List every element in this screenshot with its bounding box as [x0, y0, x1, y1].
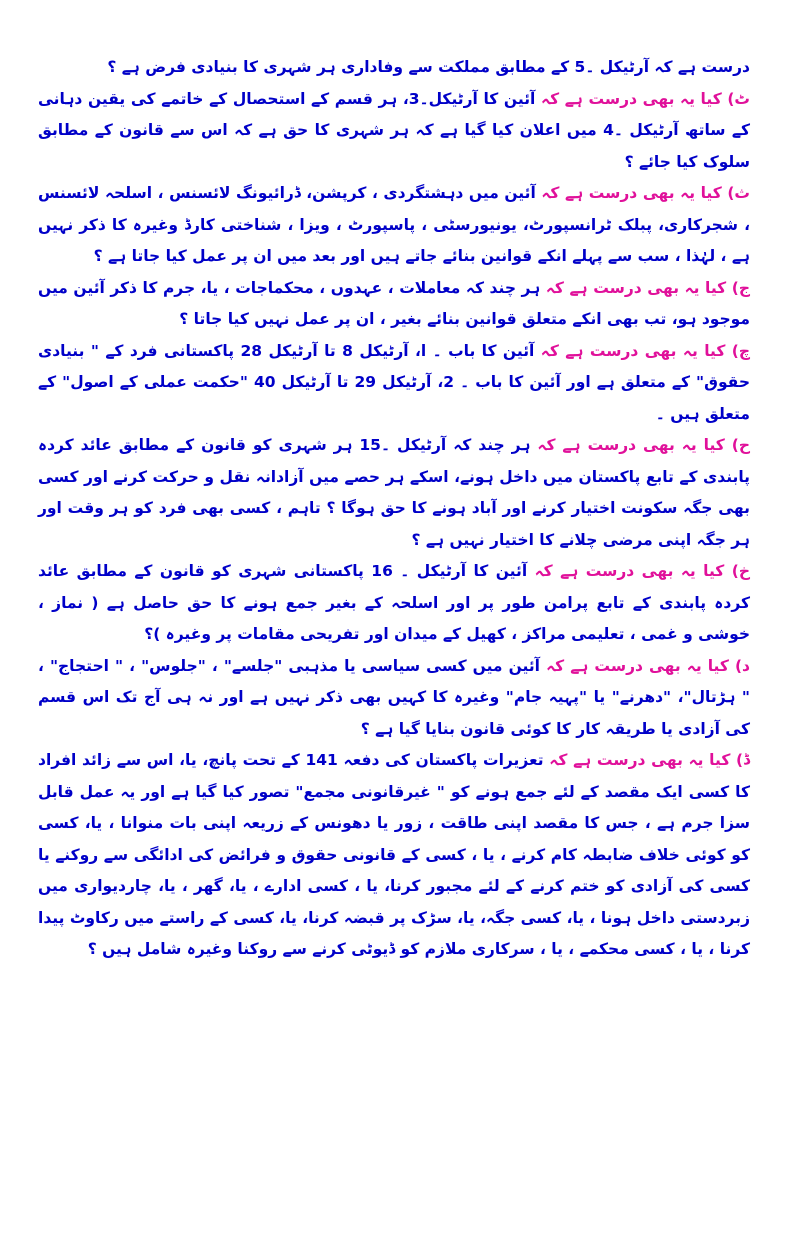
question-marker: ٹ) کیا یہ بھی درست ہے کہ	[540, 89, 750, 108]
paragraph-question-te	[38, 84, 750, 179]
question-marker: چ) کیا یہ بھی درست ہے کہ	[540, 341, 751, 360]
question-marker: خ) کیا یہ بھی درست ہے کہ	[534, 562, 750, 580]
question-marker: ڈ) کیا یہ بھی درست ہے کہ	[549, 751, 751, 769]
paragraph-text: آئین کا باب ۔ ا، آرٹیکل 8 تا آرٹیکل 28 پاکستانی فرد کے " بنیادی حقوق" کے متعلق ہے اور آئین کا باب ۔ 2، آرٹیکل 29 تا آرٹیکل 40 "حکمت عملی کے اصول" کے متعلق ہیں ۔	[38, 341, 751, 423]
paragraph-text: آئین میں دہشتگردی ، کرپشن، ڈرائیونگ لائسنس ، اسلحہ لائسنس ، شجرکاری، پبلک ٹرانسپورٹ، یونیورسٹی ، پاسپورٹ ، ویزا ، شناختی کارڈ وغیرہ کا ذکر نہیں ہے ، لہٰذا ، سب سے پہلے انکے قوانین بنائے جاتے ہیں اور بعد میں ان پر عمل کیا جاتا ہے ؟	[38, 184, 750, 265]
question-marker: ج) کیا یہ بھی درست ہے کہ	[545, 278, 750, 297]
paragraph-intro	[38, 52, 750, 84]
paragraph-question-ddal	[38, 745, 750, 966]
paragraph-question-dal	[38, 651, 750, 746]
paragraph-text: تعزیرات پاکستان کی دفعہ 141 کے تحت پانچ، یا، اس سے زائد افراد کا کسی ایک مقصد کے لئے جمع ہونے کو " غیرقانونی مجمع" تصور کیا گیا ہے اور یہ عمل قابل سزا جرم ہے ، جس کا مقصد اپنی طاقت ، زور یا دھونس کے زریعہ اپنی بات منوانا ، یا، کسی کو کوئی خلاف ضابطہ کام کرنے ، یا ، کسی کے قانونی حقوق و فرائض کی ادائگی سے روکنے یا کسی کی آزادی کو ختم کرنے کے لئے مجبور کرنا، یا ، کسی ادارے ، یا، گھر ، یا، چاردیواری میں زبردستی داخل ہونا ، یا، کسی جگہ، یا، سڑک پر قبضہ کرنا، یا، کسی کے راستے میں رکاوٹ پیدا کرنا ، یا ، کسی محکمے ، یا ، سرکاری ملازم کو ڈیوٹی کرنے سے روکنا وغیرہ شامل ہیں ؟	[38, 751, 750, 958]
question-marker: د) کیا یہ بھی درست ہے کہ	[546, 656, 750, 675]
paragraph-question-hay	[38, 430, 750, 556]
paragraph-question-che	[38, 336, 750, 431]
paragraph-text: ہر چند کہ آرٹیکل ۔15 ہر شہری کو قانون کے مطابق عائد کردہ پابندی کے تابع پاکستان میں داخل ہونے، اسکے ہر حصے میں آزادانہ نقل و حرکت کرنے اور کسی بھی جگہ سکونت اختیار کرنے اور آباد ہونے کا حق ہوگا ؟ تاہم ، کسی بھی فرد کو ہر وقت اور ہر جگہ اپنی مرضی چلانے کا اختیار نہیں ہے ؟	[38, 436, 750, 549]
question-marker: ث) کیا یہ بھی درست ہے کہ	[541, 184, 750, 202]
paragraph-text: آئین کا آرٹیکل۔3، ہر قسم کے استحصال کے خاتمے کی یقین دہانی کے ساتھ آرٹیکل ۔4 میں اعلان کیا گیا ہے کہ ہر شہری کا حق ہے کہ اس سے قانون کے مطابق سلوک کیا جائے ؟	[38, 89, 750, 171]
paragraph-text: ہر چند کہ معاملات ، عہدوں ، محکماجات ، یا، جرم کا ذکر آئین میں موجود ہو، تب بھی انکے متعلق قوانین بنائے بغیر ، ان پر عمل نہیں کیا جاتا ؟	[38, 278, 750, 328]
paragraph-question-khe	[38, 556, 750, 651]
paragraph-text: آئین کا آرٹیکل ۔ 16 پاکستانی شہری کو قانون کے مطابق عائد کردہ پابندی کے تابع پرامن طور پر اور اسلحہ کے بغیر جمع ہونے کا حق حاصل ہے ( نماز ، خوشی و غمی ، تعلیمی مراکز ، کھیل کے میدان اور تفریحی مقامات پر وغیرہ )؟	[38, 562, 750, 643]
document-body	[38, 52, 750, 966]
question-marker: ح) کیا یہ بھی درست ہے کہ	[537, 436, 751, 454]
paragraph-text: درست ہے کہ آرٹیکل ۔5 کے مطابق مملکت سے وفاداری ہر شہری کا بنیادی فرض ہے ؟	[107, 58, 750, 76]
paragraph-question-jeem	[38, 273, 750, 336]
paragraph-text: آئین میں کسی سیاسی یا مذہبی "جلسے" ، "جلوس" ، " احتجاج" ، " ہڑتال"، "دھرنے" یا "پہیہ جام" وغیرہ کا کہیں بھی ذکر نہیں ہے اور نہ ہی آج تک اس قسم کی آزادی یا طریقہ کار کا کوئی قانون بنایا گیا ہے ؟	[38, 656, 750, 738]
paragraph-question-se	[38, 178, 750, 273]
